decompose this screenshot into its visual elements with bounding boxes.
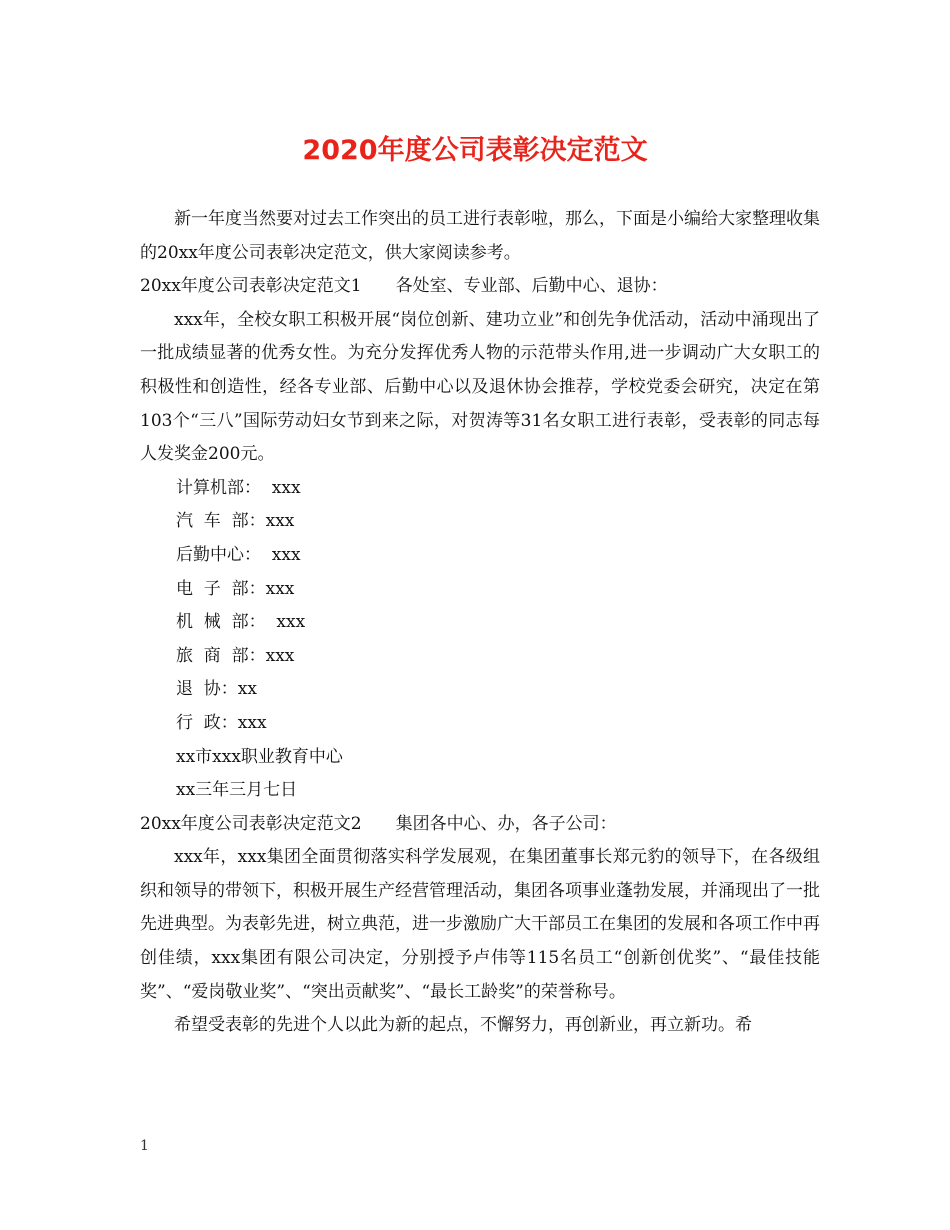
intro-paragraph: 新一年度当然要对过去工作突出的员工进行表彰啦，那么，下面是小编给大家整理收集的20xx年度公司表彰决定范文，供大家阅读参考。 xyxy=(140,209,820,263)
list-item: 退 协：xx xyxy=(176,679,257,700)
document-title: 2020年度公司表彰决定范文 xyxy=(302,135,648,166)
list-item: 行 政：xxx xyxy=(176,712,267,733)
section-heading-1: 20xx年度公司表彰决定范文1 各处室、专业部、后勤中心、退协： xyxy=(140,276,668,297)
list-item: 电 子 部：xxx xyxy=(176,578,295,599)
list-item: 汽 车 部：xxx xyxy=(176,511,295,532)
document-body xyxy=(140,203,820,1043)
section-heading-2: 20xx年度公司表彰决定范文2 集团各中心、办，各子公司： xyxy=(140,813,617,834)
page-number: 1 xyxy=(140,1138,149,1154)
section2-paragraph-1: xxx年，xxx集团全面贯彻落实科学发展观，在集团董事长郑元豹的领导下，在各级组织和领导的带领下，积极开展生产经营管理活动，集团各项事业蓬勃发展，并涌现出了一批先进典型。为表彰先进，树立典范，进一步激励广大干部员工在集团的发展和各项工作中再创佳绩，xxx集团有限公司决定，分别授予卢伟等115名员工“创新创优奖”、“最佳技能奖”、“爱岗敬业奖”、“突出贡献奖”、“最长工龄奖”的荣誉称号。 xyxy=(140,847,820,1002)
list-item: 旅 商 部：xxx xyxy=(176,645,295,666)
section1-paragraph: xxx年，全校女职工积极开展“岗位创新、建功立业”和创先争优活动，活动中涌现出了一批成绩显著的优秀女性。为充分发挥优秀人物的示范带头作用,进一步调动广大女职工的积极性和创造性，经各专业部、后勤中心以及退休协会推荐，学校党委会研究，决定在第103个“三八”国际劳动妇女节到来之际，对贺涛等31名女职工进行表彰，受表彰的同志每人发奖金200元。 xyxy=(140,309,820,465)
list-item: 机 械 部： xxx xyxy=(176,612,306,633)
signature-date: xx三年三月七日 xyxy=(176,780,298,801)
signature-organization: xx市xxx职业教育中心 xyxy=(176,746,343,767)
section2-paragraph-2: 希望受表彰的先进个人以此为新的起点，不懈努力，再创新业，再立新功。希 xyxy=(174,1015,752,1036)
list-item: 后勤中心： xxx xyxy=(176,544,301,565)
list-item: 计算机部： xxx xyxy=(176,477,301,498)
